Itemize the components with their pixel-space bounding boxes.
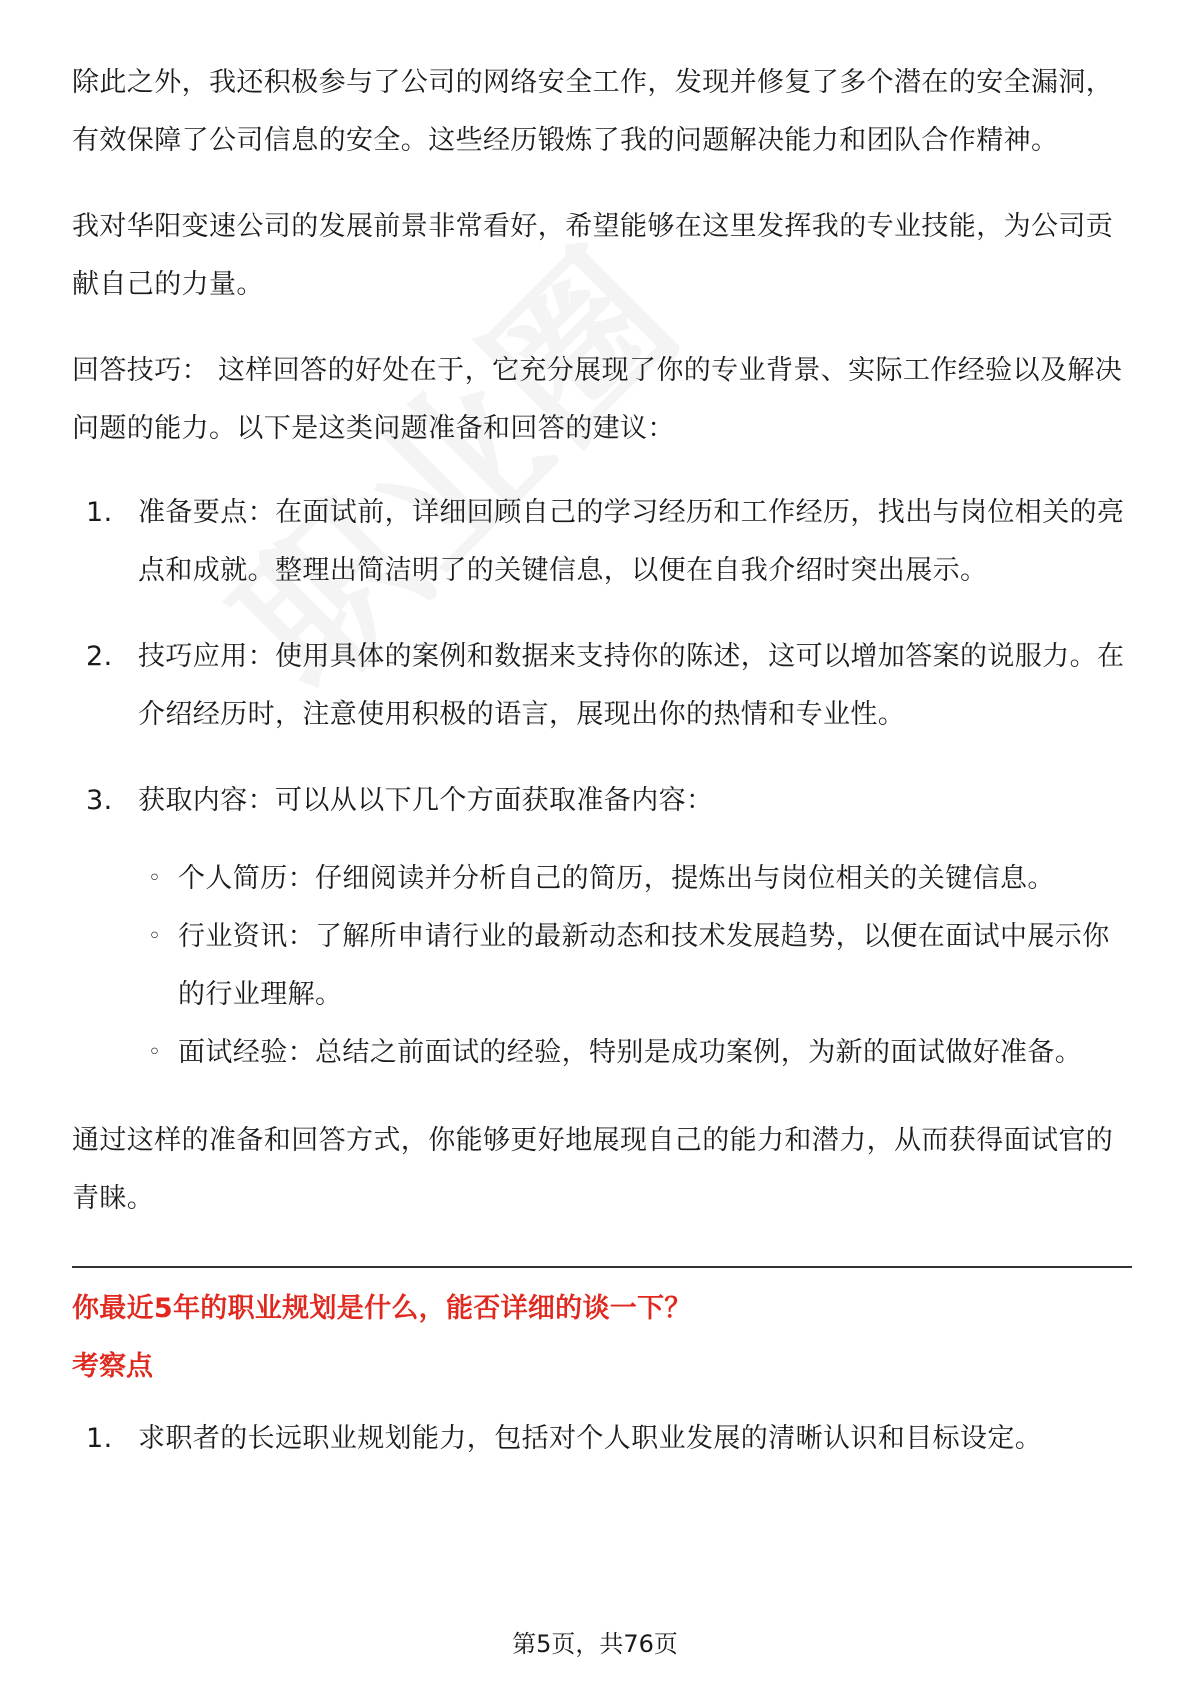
- document-body: [72, 54, 1132, 1496]
- page-footer: 第5页，共76页: [512, 1630, 678, 1658]
- sub-list-item-text: 行业资讯：了解所申请行业的最新动态和技术发展趋势，以便在面试中展示你的行业理解。: [178, 921, 1110, 1010]
- list-number: 3.: [86, 785, 113, 816]
- section-divider: [72, 1266, 1132, 1268]
- tips-list: [72, 484, 1132, 830]
- bullet-icon: ◦: [148, 1040, 162, 1065]
- sub-list-item-text: 面试经验：总结之前面试的经验，特别是成功案例，为新的面试做好准备。: [178, 1037, 1083, 1068]
- list-item: [72, 1410, 1132, 1468]
- bullet-icon: ◦: [148, 866, 162, 891]
- paragraph-summary: 通过这样的准备和回答方式，你能够更好地展现自己的能力和潜力，从而获得面试官的青睐。: [72, 1125, 1114, 1214]
- list-item-text: 获取内容：可以从以下几个方面获取准备内容：: [138, 785, 714, 816]
- paragraph-1: 除此之外，我还积极参与了公司的网络安全工作，发现并修复了多个潜在的安全漏洞，有效保障了公司信息的安全。这些经历锻炼了我的问题解决能力和团队合作精神。: [72, 67, 1114, 156]
- paragraph-answer-tips: 回答技巧： 这样回答的好处在于，它充分展现了你的专业背景、实际工作经验以及解决问题的能力。以下是这类问题准备和回答的建议：: [72, 355, 1123, 444]
- list-item-text: 技巧应用：使用具体的案例和数据来支持你的陈述，这可以增加答案的说服力。在介绍经历时，注意使用积极的语言，展现出你的热情和专业性。: [138, 641, 1125, 730]
- sub-list-item-text: 个人简历：仔细阅读并分析自己的简历，提炼出与岗位相关的关键信息。: [178, 863, 1055, 894]
- list-number: 2.: [86, 641, 113, 672]
- assessment-list: [72, 1410, 1132, 1468]
- question-subtitle: 考察点: [72, 1351, 153, 1382]
- sub-list-item: [72, 850, 1132, 908]
- list-number: 1.: [86, 1423, 113, 1454]
- bullet-icon: ◦: [148, 924, 162, 949]
- sub-list-item: [72, 908, 1132, 1024]
- list-item: [72, 484, 1132, 600]
- list-item-text: 求职者的长远职业规划能力，包括对个人职业发展的清晰认识和目标设定。: [138, 1423, 1043, 1454]
- list-number: 1.: [86, 497, 113, 528]
- sub-list-item: [72, 1024, 1132, 1082]
- content-sources-list: [72, 850, 1132, 1082]
- list-item: [72, 772, 1132, 830]
- paragraph-2: 我对华阳变速公司的发展前景非常看好，希望能够在这里发挥我的专业技能，为公司贡献自己的力量。: [72, 211, 1114, 300]
- question-title: 你最近5年的职业规划是什么，能否详细的谈一下？: [72, 1293, 692, 1324]
- list-item: [72, 628, 1132, 744]
- list-item-text: 准备要点：在面试前，详细回顾自己的学习经历和工作经历，找出与岗位相关的亮点和成就。整理出简洁明了的关键信息，以便在自我介绍时突出展示。: [138, 497, 1125, 586]
